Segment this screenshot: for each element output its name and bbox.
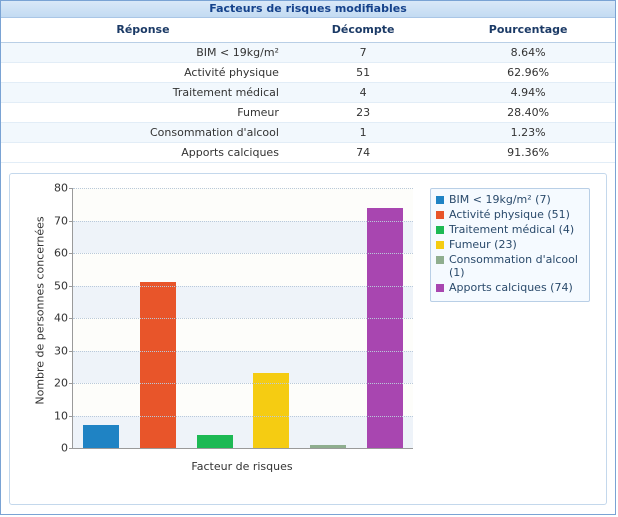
column-header-percentage: Pourcentage [441, 18, 615, 43]
bar [367, 208, 403, 449]
chart-legend [430, 188, 590, 302]
cell-percentage: 91.36% [441, 143, 615, 163]
legend-item[interactable] [436, 193, 584, 206]
table-row [1, 103, 615, 123]
legend-item[interactable] [436, 238, 584, 251]
cell-count: 7 [285, 43, 441, 63]
legend-swatch-icon [436, 211, 444, 219]
legend-item[interactable] [436, 281, 584, 294]
cell-percentage: 28.40% [441, 103, 615, 123]
gridline [73, 221, 413, 222]
x-axis-label: Facteur de risques [191, 460, 293, 473]
cell-count: 74 [285, 143, 441, 163]
y-axis-tick: 80 [54, 181, 68, 195]
legend-label: Apports calciques (74) [449, 281, 573, 294]
y-axis-tick: 70 [54, 214, 68, 227]
y-axis-tick: 20 [54, 376, 68, 390]
table-row [1, 143, 615, 163]
y-axis-tick: 10 [54, 409, 68, 422]
bar [140, 282, 176, 448]
table-header-row [1, 18, 615, 43]
legend-swatch-icon [436, 256, 444, 264]
legend-label: Activité physique (51) [449, 208, 570, 221]
y-axis-tick: 40 [54, 311, 68, 325]
column-header-count: Décompte [285, 18, 441, 43]
cell-percentage: 4.94% [441, 83, 615, 103]
y-axis-tick: 30 [54, 344, 68, 357]
y-axis-tickmark [69, 351, 73, 352]
cell-count: 51 [285, 63, 441, 83]
cell-count: 23 [285, 103, 441, 123]
table-row [1, 43, 615, 63]
cell-response: Apports calciques [1, 143, 285, 163]
cell-response: Traitement médical [1, 83, 285, 103]
y-axis-tickmark [69, 448, 73, 449]
cell-response: BIM < 19kg/m² [1, 43, 285, 63]
panel-title: Facteurs de risques modifiables [1, 1, 615, 18]
cell-response: Activité physique [1, 63, 285, 83]
y-axis-tickmark [69, 188, 73, 189]
y-axis-tick: 50 [54, 279, 68, 292]
risk-factors-table [1, 18, 615, 163]
table-row [1, 123, 615, 143]
gridline [73, 416, 413, 417]
bar-chart [9, 173, 607, 505]
gridline [73, 286, 413, 287]
y-axis-tick: 60 [54, 246, 68, 260]
bar [253, 373, 289, 448]
gridline [73, 318, 413, 319]
gridline [73, 253, 413, 254]
bar [310, 445, 346, 448]
y-axis-tickmark [69, 221, 73, 222]
y-axis-label: Nombre de personnes concernées [33, 216, 47, 405]
cell-percentage: 62.96% [441, 63, 615, 83]
y-axis-tickmark [69, 286, 73, 287]
legend-item[interactable] [436, 208, 584, 221]
legend-label: BIM < 19kg/m² (7) [449, 193, 551, 206]
legend-swatch-icon [436, 284, 444, 292]
legend-label: Traitement médical (4) [449, 223, 575, 236]
legend-label: Fumeur (23) [449, 238, 517, 251]
table-row [1, 63, 615, 83]
bar [83, 425, 119, 448]
gridline [73, 351, 413, 352]
cell-percentage: 8.64% [441, 43, 615, 63]
bar [197, 435, 233, 448]
cell-count: 1 [285, 123, 441, 143]
cell-response: Consommation d'alcool [1, 123, 285, 143]
column-header-response: Réponse [1, 18, 285, 43]
y-axis-tick: 0 [61, 441, 68, 455]
y-axis-tickmark [69, 318, 73, 319]
table-row [1, 83, 615, 103]
y-axis-tickmark [69, 416, 73, 417]
y-axis-tickmark [69, 383, 73, 384]
legend-swatch-icon [436, 241, 444, 249]
table-body [1, 43, 615, 163]
legend-label: Consommation d'alcool (1) [449, 253, 578, 279]
cell-count: 4 [285, 83, 441, 103]
cell-percentage: 1.23% [441, 123, 615, 143]
gridline [73, 383, 413, 384]
legend-swatch-icon [436, 226, 444, 234]
legend-item[interactable] [436, 223, 584, 236]
cell-response: Fumeur [1, 103, 285, 123]
y-axis-tickmark [69, 253, 73, 254]
plot-area [54, 181, 413, 455]
legend-swatch-icon [436, 196, 444, 204]
legend-item[interactable] [436, 253, 584, 279]
gridline [73, 188, 413, 189]
